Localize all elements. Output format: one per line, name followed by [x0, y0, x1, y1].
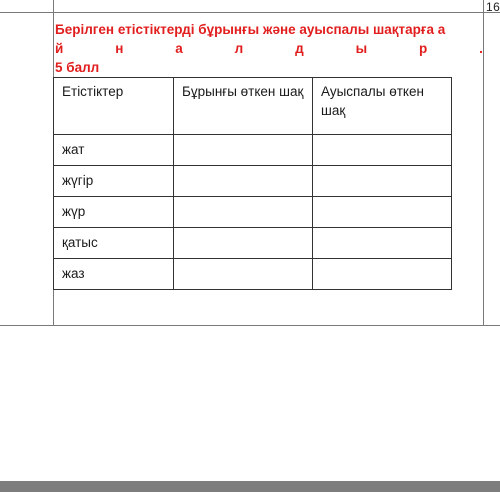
answer-cell-habitual[interactable] — [313, 166, 452, 197]
table-row — [54, 259, 452, 290]
table-row — [54, 228, 452, 259]
top-border-line — [0, 12, 500, 13]
instruction-letter: р — [419, 41, 428, 56]
answer-cell-habitual[interactable] — [313, 197, 452, 228]
task-score: 5 балл — [55, 60, 100, 75]
answer-cell-habitual[interactable] — [313, 228, 452, 259]
right-border-line — [483, 0, 484, 326]
header-habitual-past-tense: Ауыспалы өткен шақ — [313, 78, 452, 135]
instruction-letter: л — [234, 41, 244, 56]
bottom-gray-bar — [0, 481, 500, 492]
answer-cell-habitual[interactable] — [313, 259, 452, 290]
table-row — [54, 197, 452, 228]
table-row — [54, 166, 452, 197]
task-instruction-continuation — [55, 39, 483, 58]
answer-cell-past[interactable] — [174, 135, 313, 166]
verb-cell: жүр — [54, 197, 174, 228]
table-header-row — [54, 78, 452, 135]
instruction-letter: н — [115, 41, 124, 56]
task-instruction: Берілген етістіктерді бұрынғы және ауыспалы шақтарға а — [55, 22, 446, 37]
table-row — [54, 135, 452, 166]
verb-cell: жүгір — [54, 166, 174, 197]
verb-cell: жаз — [54, 259, 174, 290]
instruction-letter: а — [175, 41, 183, 56]
page-number: 16 — [486, 0, 500, 14]
answer-cell-past[interactable] — [174, 228, 313, 259]
verb-cell: жат — [54, 135, 174, 166]
verb-tense-table — [53, 77, 452, 290]
header-verbs: Етістіктер — [54, 78, 174, 135]
instruction-letter: . — [479, 41, 483, 56]
instruction-letter: д — [295, 41, 304, 56]
answer-cell-past[interactable] — [174, 259, 313, 290]
answer-cell-past[interactable] — [174, 166, 313, 197]
verb-cell: қатыс — [54, 228, 174, 259]
bottom-border-line — [0, 325, 500, 326]
answer-cell-habitual[interactable] — [313, 135, 452, 166]
instruction-letter: ы — [355, 41, 368, 56]
answer-cell-past[interactable] — [174, 197, 313, 228]
instruction-letter: й — [55, 41, 64, 56]
header-past-tense: Бұрынғы өткен шақ — [174, 78, 313, 135]
